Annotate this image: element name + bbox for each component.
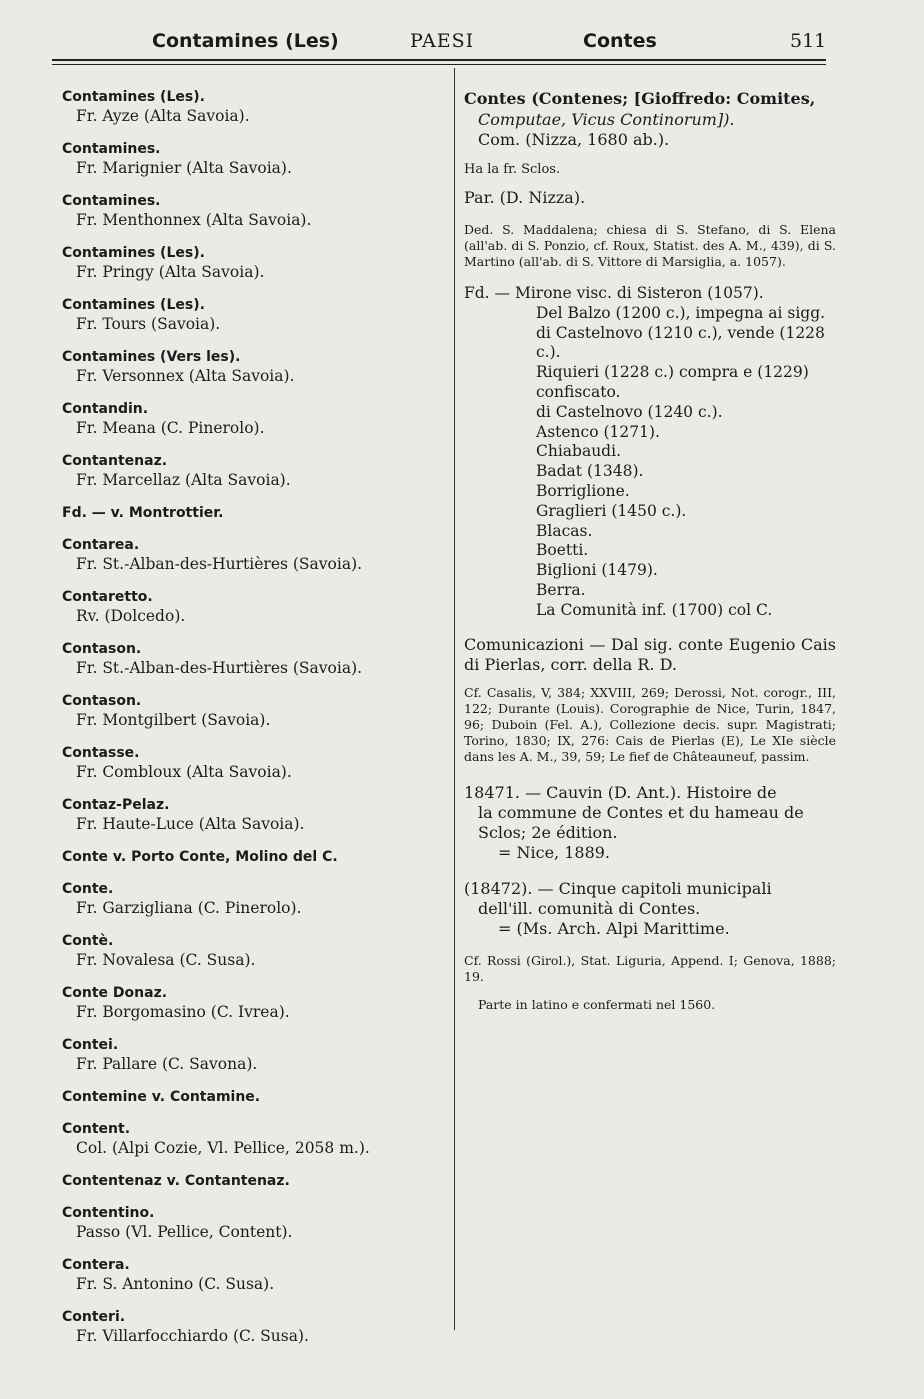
feudatario-item: Blacas.	[536, 521, 593, 540]
entry	[62, 984, 442, 1022]
header-right-title: Contes	[583, 30, 657, 52]
entry-line: Fr. Ayze (Alta Savoia).	[76, 107, 250, 125]
entry-headword: Contason.	[62, 641, 142, 657]
entry-headword: Contamines (Les).	[62, 89, 205, 105]
entry	[62, 796, 442, 834]
entry-headword: Contason.	[62, 693, 142, 709]
left-column	[62, 88, 442, 1360]
entry	[62, 348, 442, 386]
feudatario-item: La Comunità inf. (1700) col C.	[536, 600, 773, 619]
header-section-name: PAESI	[410, 30, 475, 52]
entry	[62, 1172, 442, 1190]
entry	[62, 692, 442, 730]
contes-title-line2: Computae, Vicus Continorum]).	[478, 110, 735, 129]
comunicazioni: Comunicazioni — Dal sig. conte Eugenio Cais di Pierlas, corr. della R. D.	[464, 634, 836, 674]
bibliography-18472	[464, 879, 836, 939]
header-rule-thin	[52, 64, 826, 65]
entry	[62, 848, 442, 866]
entry-headword: Contei.	[62, 1037, 119, 1053]
entry	[62, 296, 442, 334]
contes-title-line1: Contes (Contenes; [Gioffredo: Comites,	[464, 89, 816, 108]
entry-line: Fr. Meana (C. Pinerolo).	[76, 419, 265, 437]
cf-references-2: Cf. Rossi (Girol.), Stat. Liguria, Append. I; Genova, 1888; 19.	[464, 952, 836, 984]
feudatario-item: Boetti.	[536, 541, 589, 560]
parte-note: Parte in latino e confermati nel 1560.	[478, 996, 716, 1012]
entry-line: Fr. Versonnex (Alta Savoia).	[76, 367, 295, 385]
entry-headword: Contantenaz.	[62, 453, 168, 469]
page-number: 511	[790, 30, 827, 52]
feudatario-item: Fd. — Mirone visc. di Sisteron (1057).	[464, 284, 764, 302]
feudatario-item: Berra.	[536, 580, 586, 599]
contes-ded: Ded. S. Maddalena; chiesa di S. Stefano, di S. Elena (all'ab. di S. Ponzio, cf. Roux, Statist. des A. M., 439), di S. Martino (all'ab. di S. Vittore di Marsiglia, a. 1057).	[464, 222, 836, 269]
entry	[62, 588, 442, 626]
entry	[62, 1308, 442, 1346]
entry	[62, 1120, 442, 1158]
header-left-title: Contamines (Les)	[152, 30, 339, 52]
running-header	[0, 30, 924, 58]
entry-line: Fr. Garzigliana (C. Pinerolo).	[76, 899, 302, 917]
entry-headword: Contè.	[62, 933, 114, 949]
entry	[62, 140, 442, 178]
entry-line: Fr. Villarfocchiardo (C. Susa).	[76, 1327, 309, 1345]
entry-headword: Conte v. Porto Conte, Molino del C.	[62, 849, 338, 865]
entry-line: Fr. St.-Alban-des-Hurtières (Savoia).	[76, 555, 363, 573]
header-rule-thick	[52, 59, 826, 61]
entry	[62, 244, 442, 282]
entry-line: Fr. St.-Alban-des-Hurtières (Savoia).	[76, 659, 363, 677]
entry-headword: Contandin.	[62, 401, 149, 417]
bibliography-18471	[464, 783, 836, 863]
b18471-line1: 18471. — Cauvin (D. Ant.). Histoire de	[464, 782, 777, 802]
entry-line: Fr. Montgilbert (Savoia).	[76, 711, 271, 729]
contes-com: Com. (Nizza, 1680 ab.).	[478, 130, 670, 149]
right-column	[464, 88, 836, 1013]
entry-headword: Contera.	[62, 1257, 130, 1273]
entry-line: Rv. (Dolcedo).	[76, 607, 186, 625]
entry-headword: Contarea.	[62, 537, 140, 553]
b18472-line3: = (Ms. Arch. Alpi Marittime.	[498, 918, 730, 938]
b18471-line4: = Nice, 1889.	[498, 842, 611, 862]
entry-line: Fr. Pringy (Alta Savoia).	[76, 263, 265, 281]
entry-headword: Contamines (Les).	[62, 245, 205, 261]
feudatario-item: Borriglione.	[536, 481, 630, 500]
entry-headword: Content.	[62, 1121, 131, 1137]
feudatario-item: di Castelnovo (1240 c.).	[536, 402, 723, 421]
entry-line: Fr. Pallare (C. Savona).	[76, 1055, 258, 1073]
entry-headword: Contamines.	[62, 141, 161, 157]
entry-headword: Conteri.	[62, 1309, 126, 1325]
entry-headword: Contasse.	[62, 745, 140, 761]
entry-headword: Contentenaz v. Contantenaz.	[62, 1173, 290, 1189]
entry	[62, 536, 442, 574]
entry-line: Fr. Haute-Luce (Alta Savoia).	[76, 815, 305, 833]
entry-headword: Contentino.	[62, 1205, 155, 1221]
entry-line: Fr. Borgomasino (C. Ivrea).	[76, 1003, 290, 1021]
entry-headword: Contamines.	[62, 193, 161, 209]
feudatari-list	[464, 284, 836, 621]
entry	[62, 452, 442, 490]
contes-par: Par. (D. Nizza).	[464, 188, 586, 207]
entry-line: Fr. Marcellaz (Alta Savoia).	[76, 471, 291, 489]
entry	[62, 504, 442, 522]
contes-ha: Ha la fr. Sclos.	[464, 162, 561, 177]
entry	[62, 932, 442, 970]
entry-headword: Contaz-Pelaz.	[62, 797, 170, 813]
entry-line: Fr. Combloux (Alta Savoia).	[76, 763, 292, 781]
entry-headword: Fd. — v. Montrottier.	[62, 505, 224, 521]
entry	[62, 640, 442, 678]
entry	[62, 1256, 442, 1294]
feudatario-item: Graglieri (1450 c.).	[536, 501, 687, 520]
feudatario-item: Riquieri (1228 c.) compra e (1229) confiscato.	[536, 363, 809, 401]
b18472-line2: dell'ill. comunità di Contes.	[478, 898, 701, 918]
entry	[62, 192, 442, 230]
entry	[62, 744, 442, 782]
entry-headword: Contemine v. Contamine.	[62, 1089, 261, 1105]
feudatario-item: Del Balzo (1200 c.), impegna ai sigg. di Castelnovo (1210 c.), vende (1228 c.).	[536, 303, 826, 362]
b18471-line2: la commune de Contes et du hameau de	[478, 802, 804, 822]
entry-headword: Contaretto.	[62, 589, 153, 605]
cf-references-1: Cf. Casalis, V, 384; XXVIII, 269; Derossi, Not. corogr., III, 122; Durante (Louis). Corographie de Nice, Turin, 1847, 96; Duboin (Fel. A.), Collezione decis. supr. Magistrati; Torino, 1830; IX, 276: Cais de Pierlas (E), Le XIe siècle dans les A. M., 39, 59; Le fief de Châteauneuf, passim.	[464, 684, 836, 764]
b18471-line3: Sclos; 2e édition.	[478, 822, 618, 842]
entry-headword: Conte Donaz.	[62, 985, 168, 1001]
entry-line: Col. (Alpi Cozie, Vl. Pellice, 2058 m.).	[76, 1139, 370, 1157]
entry-line: Fr. Novalesa (C. Susa).	[76, 951, 256, 969]
contes-title	[464, 88, 836, 130]
entry	[62, 880, 442, 918]
entry	[62, 1036, 442, 1074]
entry-line: Fr. Menthonnex (Alta Savoia).	[76, 211, 312, 229]
entry	[62, 1088, 442, 1106]
entry-line: Fr. Marignier (Alta Savoia).	[76, 159, 292, 177]
entry-line: Fr. S. Antonino (C. Susa).	[76, 1275, 275, 1293]
feudatario-item: Astenco (1271).	[536, 422, 660, 441]
column-divider	[454, 68, 455, 1330]
entry	[62, 88, 442, 126]
entry	[62, 1204, 442, 1242]
b18472-line1: (18472). — Cinque capitoli municipali	[464, 878, 772, 898]
feudatario-item: Chiabaudi.	[536, 442, 621, 461]
entry-headword: Contamines (Les).	[62, 297, 205, 313]
entry-headword: Contamines (Vers les).	[62, 349, 241, 365]
feudatario-item: Biglioni (1479).	[536, 561, 658, 580]
entry	[62, 400, 442, 438]
entry-line: Passo (Vl. Pellice, Content).	[76, 1223, 293, 1241]
entry-headword: Conte.	[62, 881, 114, 897]
entry-line: Fr. Tours (Savoia).	[76, 315, 221, 333]
feudatario-item: Badat (1348).	[536, 462, 644, 481]
